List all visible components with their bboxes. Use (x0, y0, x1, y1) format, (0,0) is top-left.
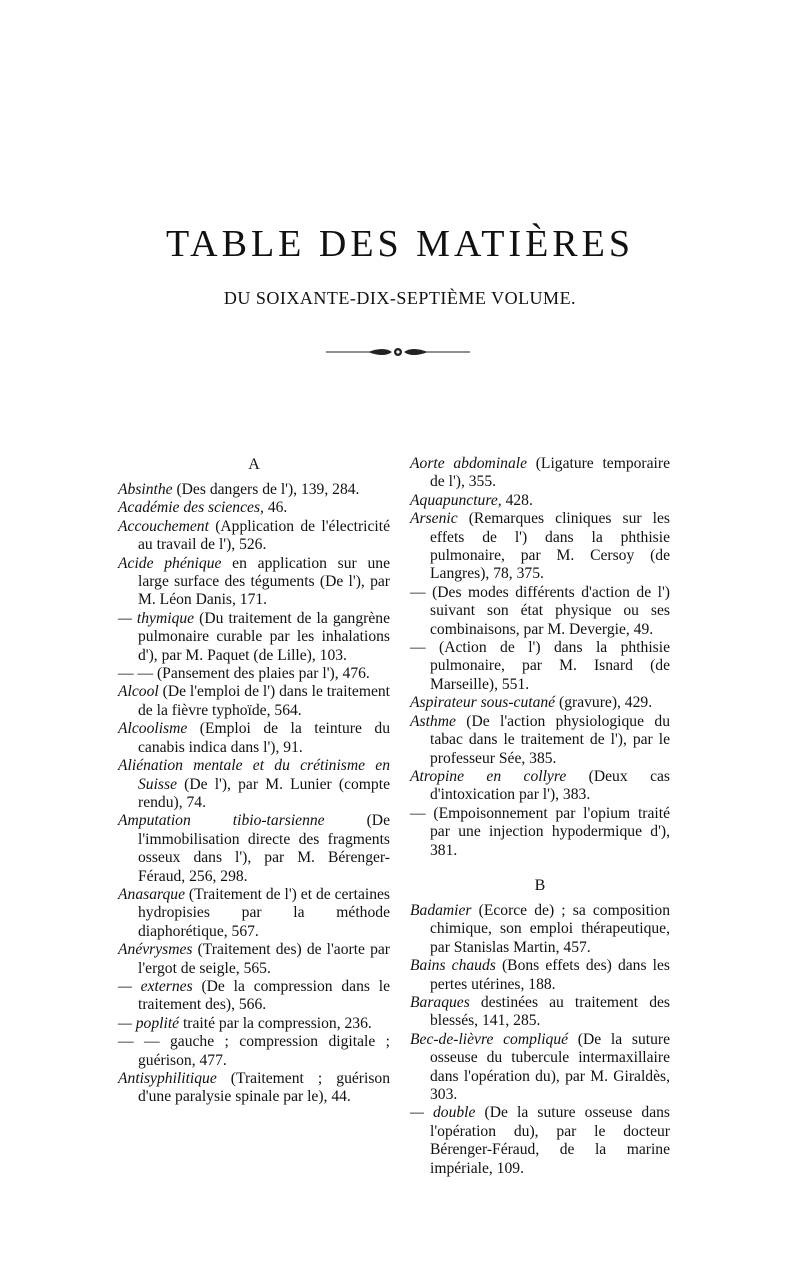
index-entry (118, 1033, 390, 1070)
right-column (410, 455, 670, 1178)
entry-text: — (Des modes différents d'action de l') suivant son état physique ou ses combinaisons, par M. Devergie, 49. (410, 583, 670, 638)
index-entry (118, 499, 390, 517)
index-entry (410, 492, 670, 510)
entry-text: (Application de l'électricité au travail de l'), 526. (138, 517, 390, 554)
entry-term: — poplité (118, 1014, 180, 1032)
index-entry (410, 957, 670, 994)
entry-term: Arsenic (410, 510, 458, 528)
entry-term: — thymique (118, 609, 195, 627)
entry-term: Accouchement (118, 517, 209, 535)
entry-text: (Bons effets des) dans les pertes utérines, 188. (430, 957, 670, 993)
entry-term: Badamier (410, 901, 472, 919)
right-entry-list-b (410, 902, 670, 1178)
entry-term: — externes (118, 977, 193, 995)
entry-text: 428. (501, 491, 533, 509)
entry-term: Aspirateur sous-cutané (410, 694, 556, 712)
index-entry (118, 683, 390, 720)
entry-text: traité par la compression, 236. (179, 1014, 372, 1032)
ornament-divider-icon (326, 345, 470, 359)
entry-term: Anasarque (118, 885, 185, 903)
entry-text: (De l'immobilisation directe des fragments osseux dans l'), par M. Bérenger-Féraud, 256, 298. (138, 812, 390, 885)
entry-term: — double (410, 1104, 476, 1122)
index-entry (410, 902, 670, 957)
index-entry (118, 757, 390, 812)
index-entry (410, 1031, 670, 1105)
entry-term: Amputation tibio-tarsienne (118, 812, 325, 830)
right-entry-list-a (410, 455, 670, 860)
index-entry (410, 694, 670, 712)
entry-text: (De l'), par M. Lunier (compte rendu), 74. (138, 775, 390, 811)
index-entry (410, 639, 670, 694)
entry-term: Aorte abdominale (410, 455, 527, 472)
index-entry (410, 584, 670, 639)
entry-text: (Traitement de l') et de certaines hydropisies par la méthode diaphorétique, 567. (138, 885, 390, 940)
index-entry (410, 455, 670, 492)
entry-term: Bec-de-lièvre compliqué (410, 1030, 569, 1048)
entry-text: (De l'emploi de l') dans le traitement de la fièvre typhoïde, 564. (138, 683, 390, 719)
index-entry (118, 978, 390, 1015)
index-entry (118, 720, 390, 757)
index-entry (118, 1070, 390, 1107)
entry-text: 46. (263, 499, 288, 517)
index-entry (410, 510, 670, 584)
entry-text: (gravure), 429. (555, 694, 653, 712)
entry-term: Absinthe (118, 481, 173, 498)
entry-term: Bains chauds (410, 957, 496, 975)
entry-term: Académie des sciences, (118, 499, 264, 517)
index-entry (118, 481, 390, 499)
entry-term: Asthme (410, 712, 456, 730)
entry-text: (Emploi de la teinture du canabis indica dans l'), 91. (138, 720, 390, 756)
section-letter-a: A (248, 456, 260, 473)
entry-text: en application sur une large surface des téguments (De l'), par M. Léon Danis, 171. (138, 554, 391, 609)
index-entry (118, 518, 390, 555)
entry-text: — (Action de l') dans la phthisie pulmonaire, par M. Isnard (de Marseille), 551. (410, 639, 670, 693)
index-entry (118, 1015, 390, 1033)
entry-term: Alcoolisme (118, 720, 188, 738)
entry-text: (Traitement des) de l'aorte par l'ergot de seigle, 565. (138, 941, 390, 977)
entry-text: (Remarques cliniques sur les effets de l') dans la phthisie pulmonaire, par M. Cersoy (de Langres), 78, 375. (430, 510, 670, 583)
index-entry (118, 941, 390, 978)
index-entry (410, 805, 670, 860)
entry-text: — (Empoisonnement par l'opium traité par une injection hypodermique d'), 381. (410, 804, 670, 859)
index-entry (118, 555, 390, 610)
left-entry-list (118, 481, 390, 1107)
index-entry (410, 713, 670, 768)
left-column (118, 455, 390, 1107)
entry-text: (De la compression dans le traitement des), 566. (138, 977, 391, 1014)
index-entry (410, 1104, 670, 1178)
entry-text: (De l'action physiologique du tabac dans le traitement de l'), par le professeur Sée, 385. (430, 712, 670, 767)
page-title: TABLE DES MATIÈRES (166, 223, 634, 265)
entry-term: Anévrysmes (118, 941, 193, 959)
page-subtitle: DU SOIXANTE-DIX-SEPTIÈME VOLUME. (223, 288, 577, 308)
index-entry (118, 665, 390, 683)
index-entry (118, 812, 390, 886)
entry-text: (Du traitement de la gangrène pulmonaire curable par les inhalations d'), par M. Paquet (de Lille), 103. (138, 609, 390, 664)
entry-text: (Ligature temporaire de l'), 355. (430, 455, 670, 491)
index-entry (410, 768, 670, 805)
section-letter-b: B (534, 876, 546, 894)
entry-text: (Ecorce de) ; sa composition chimique, son emploi thérapeutique, par Stanislas Martin, 457. (430, 901, 670, 956)
entry-text: (Deux cas d'intoxication par l'), 383. (430, 767, 670, 804)
entry-text: — — (Pansement des plaies par l'), 476. (118, 665, 370, 683)
entry-term: Antisyphilitique (118, 1070, 217, 1087)
index-entry (118, 610, 390, 665)
entry-term: Alcool (118, 683, 159, 701)
entry-text: (De la suture osseuse dans l'opération du), par le docteur Bérenger-Féraud, de la marine impériale, 109. (430, 1104, 670, 1177)
entry-text: (De la suture osseuse du tubercule intermaxillaire dans l'opération du), par M. Giraldès, 303. (430, 1030, 670, 1103)
entry-text: (Traitement ; guérison d'une paralysie spinale par le), 44. (138, 1070, 390, 1106)
entry-term: Acide phénique (118, 554, 222, 572)
entry-term: Atropine en collyre (410, 767, 567, 785)
entry-text: destinées au traitement des blessés, 141, 285. (430, 993, 670, 1030)
entry-term: Baraques (410, 993, 470, 1011)
entry-text: — — gauche ; compression digitale ; guérison, 477. (118, 1033, 390, 1069)
entry-term: Aliénation mentale et du crétinisme en Suisse (118, 757, 390, 793)
index-entry (118, 886, 390, 941)
index-entry (410, 994, 670, 1031)
entry-text: (Des dangers de l'), 139, 284. (172, 481, 360, 498)
entry-term: Aquapuncture, (410, 491, 502, 509)
